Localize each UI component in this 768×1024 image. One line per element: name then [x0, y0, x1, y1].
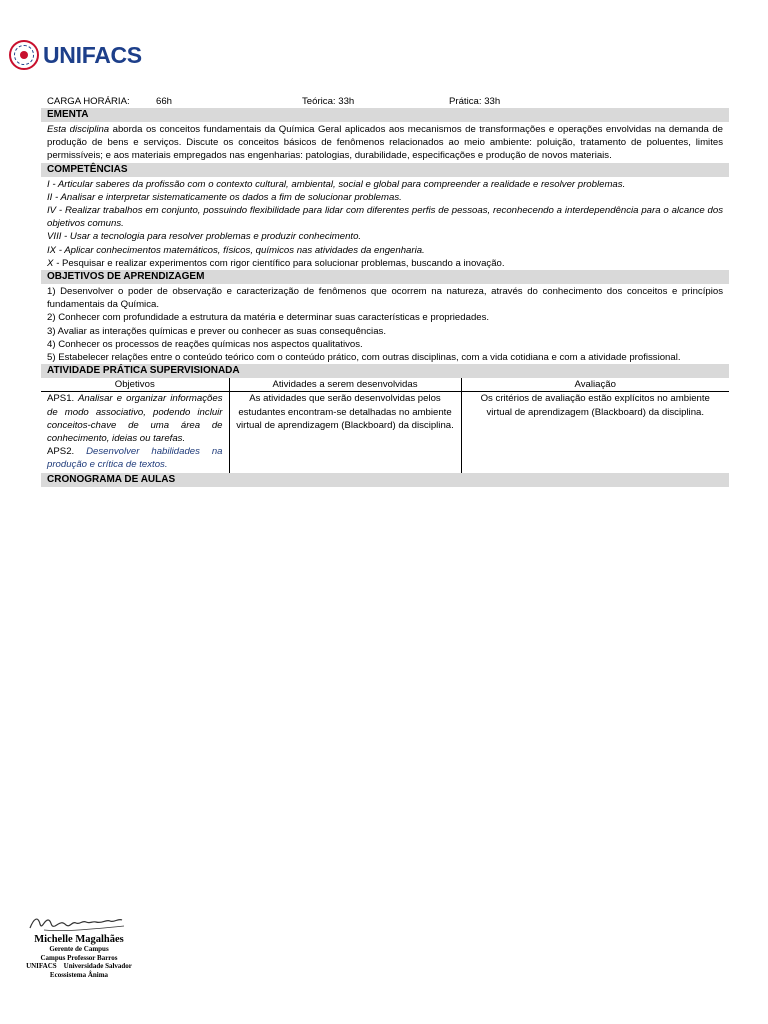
workload-practice: Prática: 33h — [449, 95, 501, 107]
signatory-ecosystem: Ecossistema Ânima — [49, 970, 109, 979]
aps2-text: Desenvolver habilidades na produção e crítica de textos. — [47, 446, 223, 471]
workload-theory: Teórica: 33h — [302, 95, 355, 107]
workload-row — [41, 95, 729, 108]
course-plan-document — [41, 95, 729, 487]
ementa-body: aborda os conceitos fundamentais da Química Geral aplicados aos mecanismos de transformações e operações envolvidas na demanda de produção de bens e serviços. Discute os conceitos básicos de fenômenos relacionados ao meio ambiente: poluição, tratamento de poluentes, limites permissíveis; e aos materiais empregados nas engenharias: patologias, durabilidade, especificações e produção de novos materiais. — [47, 124, 724, 162]
ementa-lead: Esta disciplina — [47, 124, 110, 135]
aps-table-header — [41, 378, 729, 392]
objetivo-item: 5) Estabelecer relações entre o conteúdo teórico com o conteúdo prático, com outras disciplinas, com a vida cotidiana e com a atividade profissional. — [47, 352, 681, 364]
objetivo-item: 4) Conhecer os processos de reações químicas nos aspectos qualitativos. — [47, 338, 363, 350]
workload-label: CARGA HORÁRIA: — [47, 95, 130, 107]
aps-header-objetivos: Objetivos — [41, 378, 229, 392]
signatory-role: Gerente de Campus — [49, 945, 109, 953]
aps-objetivos-cell — [41, 392, 229, 473]
unifacs-logo — [9, 40, 142, 70]
section-header-aps: ATIVIDADE PRÁTICA SUPERVISIONADA — [41, 364, 729, 378]
aps-atividades-cell: As atividades que serão desenvolvidas pelos estudantes encontram-se detalhadas no ambiente virtual de aprendizagem (Blackboard) da disciplina. — [229, 392, 461, 473]
aps-avaliacao-cell: Os critérios de avaliação estão explícitos no ambiente virtual de aprendizagem (Blackboard) da disciplina. — [480, 393, 710, 418]
section-header-objetivos: OBJETIVOS DE APRENDIZAGEM — [41, 270, 729, 284]
objetivo-item: 1) Desenvolver o poder de observação e caracterização de fenômenos que ocorrem na natureza, através do conhecimento dos conceitos e princípios fundamentais da Química. — [47, 286, 723, 311]
university-seal-icon — [9, 40, 39, 70]
competencia-prefix: X - — [47, 257, 62, 269]
aps-header-atividades: Atividades a serem desenvolvidas — [229, 378, 461, 392]
aps1-label: APS1. — [47, 393, 75, 405]
competencia-item: VIII - Usar a tecnologia para resolver problemas e produzir conhecimento. — [47, 231, 362, 243]
aps1-text: Analisar e organizar informações de modo associativo, podendo incluir conceitos-chave de uma área de conhecimento, ideias ou tarefas. — [47, 393, 223, 445]
signature-stamp — [14, 912, 144, 979]
aps2-label: APS2. — [47, 446, 75, 458]
competencia-item: II - Analisar e interpretar sistematicamente os dados a fim de solucionar problemas. — [47, 191, 402, 203]
ementa-text — [41, 122, 729, 163]
section-header-cronograma: CRONOGRAMA DE AULAS — [41, 473, 729, 487]
signatory-name: Michelle Magalhães — [34, 934, 124, 945]
objetivos-list — [41, 284, 729, 364]
signatory-institution: UNIFACS Universidade Salvador — [26, 962, 132, 970]
competencia-item: I - Articular saberes da profissão com o contexto cultural, ambiental, social e global para compreender a realidade e resolver problemas. — [47, 178, 626, 190]
section-header-competencias: COMPETÊNCIAS — [41, 163, 729, 177]
section-header-ementa: EMENTA — [41, 108, 729, 122]
brand-name: UNIFACS — [43, 41, 142, 68]
objetivo-item: 2) Conhecer com profundidade a estrutura da matéria e determinar suas características e propriedades. — [47, 312, 490, 324]
competencia-item: IV - Realizar trabalhos em conjunto, possuindo flexibilidade para lidar com diferentes perfis de pessoas, reconhecendo a interdependência para o alcance dos objetivos comuns. — [47, 205, 723, 230]
aps-table — [41, 378, 729, 472]
workload-total: 66h — [156, 95, 173, 107]
handwritten-signature-icon — [24, 912, 134, 934]
aps-header-avaliacao: Avaliação — [461, 378, 729, 392]
competencia-item: IX - Aplicar conhecimentos matemáticos, físicos, químicos nas atividades da engenharia. — [47, 244, 425, 256]
competencia-item — [47, 257, 723, 270]
competencias-list — [41, 177, 729, 270]
competencia-text: Pesquisar e realizar experimentos com rigor científico para solucionar problemas, buscando a inovação. — [61, 257, 505, 269]
objetivo-item: 3) Avaliar as interações químicas e prever ou conhecer as suas consequências. — [47, 325, 386, 337]
signatory-campus: Campus Professor Barros — [40, 953, 118, 962]
table-row — [41, 392, 729, 473]
